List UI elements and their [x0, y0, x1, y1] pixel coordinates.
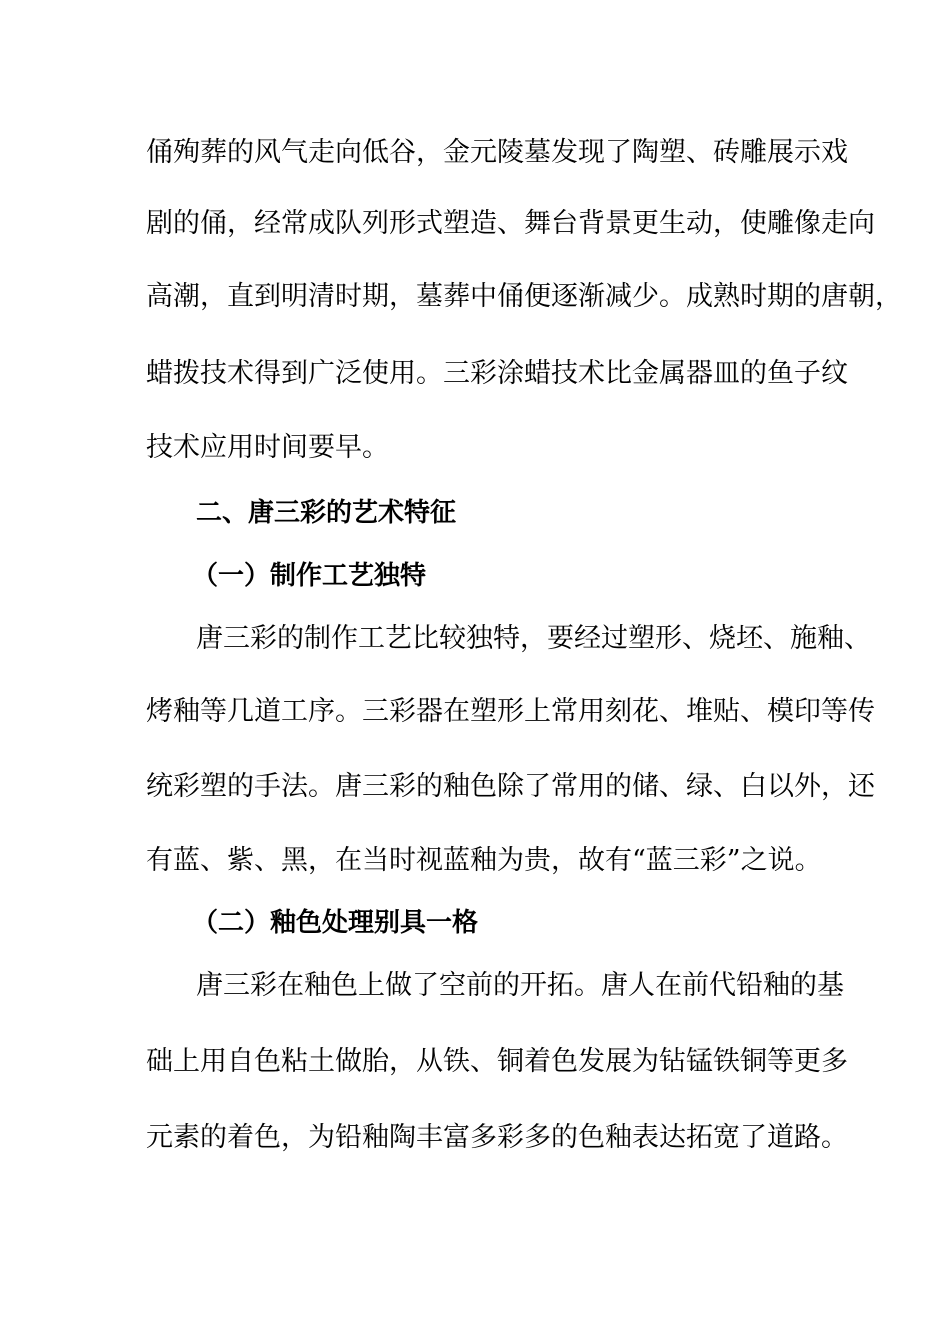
text-line: 烤釉等几道工序。三彩器在塑形上常用刻花、堆贴、模印等传 — [146, 696, 875, 727]
subsection-heading: （二）釉色处理别具一格 — [192, 908, 479, 938]
section-heading: 二、唐三彩的艺术特征 — [196, 498, 457, 528]
text-line: 技术应用时间要早。 — [146, 432, 389, 463]
text-line: 唐三彩在釉色上做了空前的开拓。唐人在前代铅釉的基 — [196, 970, 844, 1001]
text-line: 剧的俑，经常成队列形式塑造、舞台背景更生动，使雕像走向 — [146, 208, 875, 239]
text-line: 元素的着色，为铅釉陶丰富多彩多的色釉表达拓宽了道路。 — [146, 1122, 848, 1153]
text-line: 统彩塑的手法。唐三彩的釉色除了常用的储、绿、白以外，还 — [146, 771, 875, 802]
text-line: 有蓝、紫、黑，在当时视蓝釉为贵，故有“蓝三彩”之说。 — [146, 845, 822, 876]
text-line: 础上用自色粘土做胎，从铁、铜着色发展为钻锰铁铜等更多 — [146, 1046, 848, 1077]
subsection-heading: （一）制作工艺独特 — [192, 561, 427, 591]
text-line: 蜡拨技术得到广泛使用。三彩涂蜡技术比金属器皿的鱼子纹 — [146, 358, 848, 389]
text-line: 高潮，直到明清时期，墓葬中俑便逐渐减少。成熟时期的唐朝， — [146, 281, 902, 312]
text-line: 唐三彩的制作工艺比较独特，要经过塑形、烧坯、施釉、 — [196, 623, 871, 654]
text-line: 俑殉葬的风气走向低谷，金元陵墓发现了陶塑、砖雕展示戏 — [146, 137, 848, 168]
